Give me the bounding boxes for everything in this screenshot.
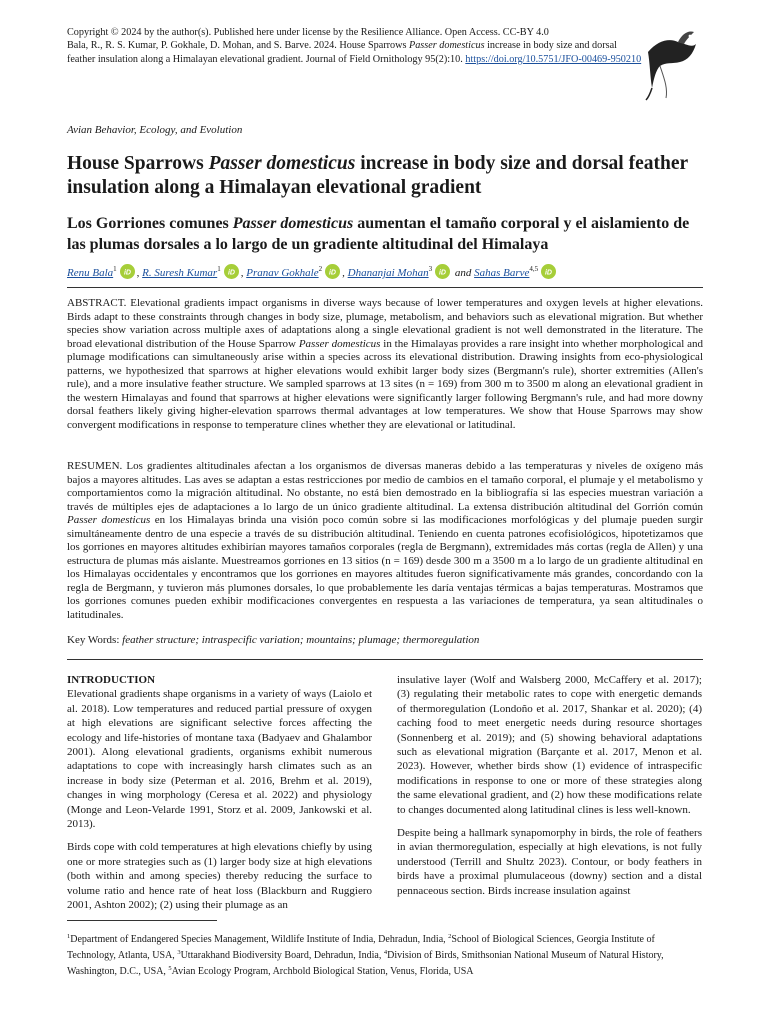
section-heading: INTRODUCTION: [67, 674, 156, 686]
doi-link[interactable]: https://doi.org/10.5751/JFO-00469-950210: [465, 53, 642, 65]
orcid-icon[interactable]: [541, 264, 556, 279]
svg-text:iD: iD: [439, 269, 447, 277]
copyright-header: [67, 26, 647, 66]
affiliations-footnote: $^1$Department of Endangered Species Management, Wildlife Institute of India, Dehradun, India, $^2$School of Biological Sciences, Georgia Institute of Technology, Atlanta, USA, $^3$Uttarakhand Biodiversity Board, Dehradun, India, $^4$Division of Birds, Smithsonian National Museum of Natural History, Washington, D.C., USA, $^5$Avian Ecology Program, Archbold Biological Station, Venus, Florida, USA: [67, 933, 664, 977]
resumen: RESUMEN. Los gradientes altitudinales afectan a los organismos de diversas maneras debido a las temperaturas y niveles de oxígeno más bajos a mayores altitudes. Las aves se adaptan a estas restricciones por medio de cambios en el tamaño corporal, el plumaje y el metabolismo y comportamientos como la migración altitudinal. No obstante, no está bien demostrado en la bibliografía si las especies muestran variación a través de múltiples ejes de adaptaciones a lo largo de un único gradiente altitudinal. La extensa distribución altitudinal del Gorrión común Passer domesticus en los Himalayas brinda una visión poco común sobre si las modificaciones morfológicas y del plumaje pueden surgir simultáneamente dentro de una especie a través de su distribución altitudinal. Teniendo en cuenta patrones ecofisiológicos, hipotetizamos que los gorriones en mayores altitudes exhibirían mayores tamaños corporales (regla de Bergmann), extremidades más cortas (regla de Allen) y una estructura de plumas más aislante. Muestreamos gorriones en 13 sitios (n = 169) desde 300 m a 3500 m a lo largo de un gradiente altitudinal en los Himalayas occidentales y encontramos que los gorriones en mayores altitudes fueron significativamente más grandes, concordando con la regla de Bergmann, y tuvieron más plumones dorsales, lo que probablemente les daría ventajas térmicas a bajas temperaturas. Mostramos que los gorriones comunes pueden exhibir modificaciones convergentes en respuesta a las variaciones de temperatura, ya sean altitudinales o latitudinales.: [67, 460, 703, 621]
paper-subtitle-spanish: Los Gorriones comunes Passer domesticus aumentan el tamaño corporal y el aislamiento de las plumas dorsales a lo largo de un gradiente altitudinal del Himalaya: [67, 215, 690, 253]
svg-text:iD: iD: [227, 269, 235, 277]
orcid-icon[interactable]: [120, 264, 135, 279]
orcid-icon[interactable]: [224, 264, 239, 279]
right-column: [397, 673, 702, 907]
paragraph: Despite being a hallmark synapomorphy in birds, the role of feathers in avian thermoregulation, especially at high elevations, is not fully understood (Terrill and Shultz 2023). Contour, or body feathers in birds have a proximal plumulaceous (downy) section and a distal pennaceous section. Birds increase insulation against: [397, 827, 702, 897]
paragraph: Birds cope with cold temperatures at high elevations chiefly by using one or more strategies such as (1) larger body size at high elevations (both within and among species) thereby reducing the surface to volume ratio and hence rate of heat loss (Blackburn and Ruggiero 2001, Ashton 2002); (2) using their plumage as an: [67, 841, 372, 912]
author-link[interactable]: R. Suresh Kumar: [142, 267, 218, 279]
svg-text:iD: iD: [545, 269, 553, 277]
footnote-divider: [67, 920, 217, 921]
paragraph: insulative layer (Wolf and Walsberg 2000, McCaffery et al. 2017); (3) regulating their metabolic rates to cope with energetic demands of thermoregulation (Londoño et al. 2017, Shankar et al. 2020); (4) caching food to meet energetic needs during resource shortages (Sonnenberg et al. 2019); and (5) showing behavioral adaptations such as elevational migration (Barçante et al. 2017, Menon et al. 2023). However, whether birds show (1) evidence of intraspecific modifications in response to one or more of these strategies along the same elevational gradient, and (2) how these modifications relate to changes documented along latitudinal clines is less well-known.: [397, 674, 702, 816]
divider: [67, 659, 703, 660]
divider: [67, 287, 703, 288]
section-label: Avian Behavior, Ecology, and Evolution: [67, 124, 243, 136]
copyright-line: Copyright © 2024 by the author(s). Published here under license by the Resilience Alliance. Open Access. CC-BY 4.0: [67, 27, 549, 38]
keywords: Key Words: feather structure; intraspecific variation; mountains; plumage; thermoregulation: [67, 634, 480, 646]
orcid-icon[interactable]: [435, 264, 450, 279]
left-column: [67, 673, 372, 922]
svg-text:iD: iD: [123, 269, 131, 277]
svg-text:iD: iD: [329, 269, 337, 277]
orcid-icon[interactable]: [325, 264, 340, 279]
author-link[interactable]: Dhananjai Mohan: [347, 267, 429, 279]
abstract: ABSTRACT. Elevational gradients impact organisms in diverse ways because of lower temperatures and oxygen levels at higher elevations. Birds adapt to these constraints through changes in body size, plumage, metabolism, and behaviors such as elevational migration. But whether species show variation across multiple axes of adaptations along a single elevational gradient is not well demonstrated in the literature. The broad elevational distribution of the House Sparrow Passer domesticus in the Himalayas provides a rare insight into whether morphological and plumage modifications can simultaneously arise within a species across its elevational distribution. Drawing insights from eco-physiological patterns, we hypothesized that sparrows at higher elevations would exhibit larger body sizes (Bergmann's rule), shorter extremities (Allen's rule), and a more insulative feather structure. We sampled sparrows at 13 sites (n = 169) from 300 m to 3500 m along an elevational gradient in the western Himalayas and found that sparrows at higher elevations were significantly larger following Bergmann's rule, and had more downy dorsal feathers likely giving higher-elevation sparrows thermal advantages at low temperatures. We show that House Sparrows may show convergent modifications in response to temperature clines whether they are elevational or latitudinal.: [67, 297, 703, 431]
author-list: Renu Bala$^1$ iD , R. Suresh Kumar$^1$ iD , Pranav Gokhale$^2$ iD , Dhananjai Mohan$^3$ iD and Sahas Barve$^{4,5}$ iD: [67, 261, 707, 281]
author-link[interactable]: Sahas Barve: [474, 267, 530, 279]
author-link[interactable]: Renu Bala: [67, 267, 114, 279]
paragraph: Elevational gradients shape organisms in a variety of ways (Laiolo et al. 2018). Low temperatures and reduced partial pressure of oxygen at high elevations are significant selective forces affecting the ecology and life-histories of montane taxa (Badyaev and Ghalambor 2001). Along elevational gradients, organisms exhibit numerous adaptations to cope with increasingly harsh climates such as an increase in body size (Peterman et al. 2016, Brehm et al. 2019), changes in wing morphology (Ceresa et al. 2022) and physiology (Monge and Leon-Velarde 1991, Storz et al. 2009, Jankowski et al. 2013).: [67, 688, 372, 831]
citation: Bala, R., R. S. Kumar, P. Gokhale, D. Mohan, and S. Barve. 2024. House Sparrows Passer domesticus increase in body size and dorsal feather insulation along a Himalayan elevational gradient. Journal of Field Ornithology 95(2):10. https://doi.org/10.5751/JFO-00469-950210: [67, 40, 642, 65]
bird-logo-icon: [642, 18, 704, 102]
author-link[interactable]: Pranav Gokhale: [246, 267, 319, 279]
paper-title: House Sparrows Passer domesticus increase in body size and dorsal feather insulation along a Himalayan elevational gradient: [67, 153, 688, 198]
